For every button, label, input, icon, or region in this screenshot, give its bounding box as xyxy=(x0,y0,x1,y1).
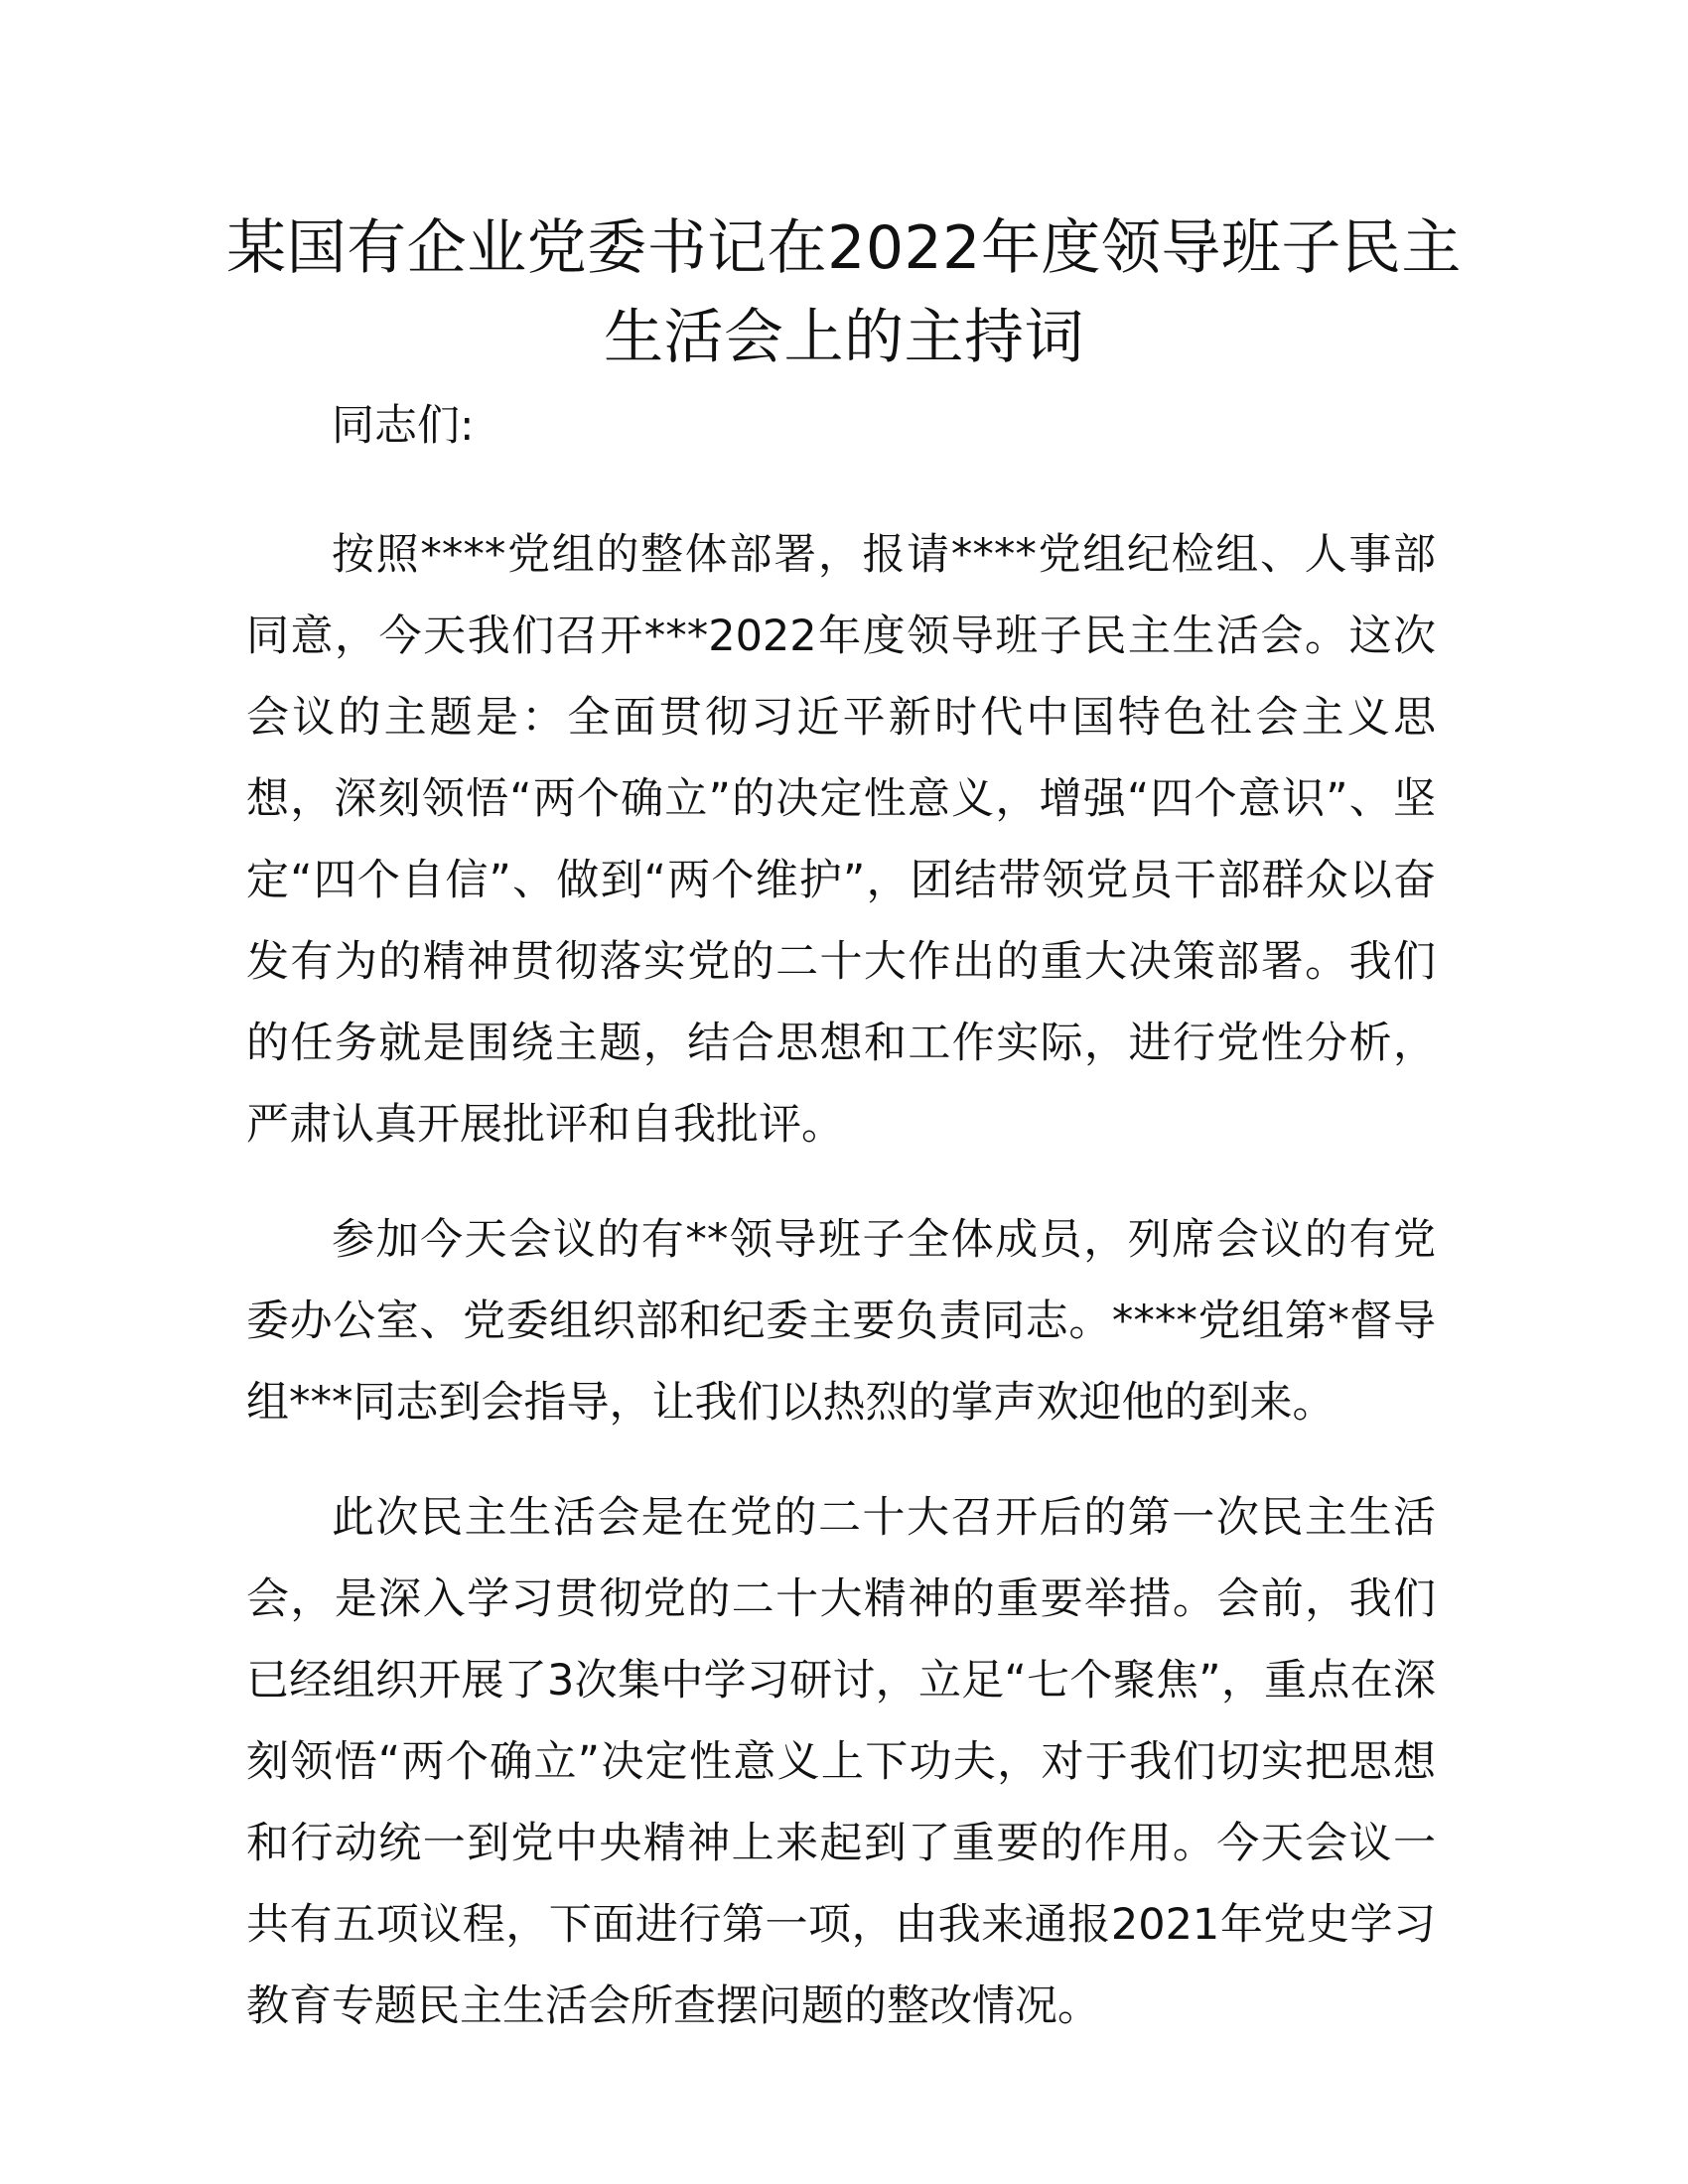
document-title: 某国有企业党委书记在2022年度领导班子民主生活会上的主持词 xyxy=(226,213,1462,372)
document-body xyxy=(246,385,1436,2081)
salutation: 同志们: xyxy=(332,401,475,451)
paragraph-1: 按照****党组的整体部署，报请****党组纪检组、人事部同意，今天我们召开***2022年度领导班子民主生活会。这次会议的主题是：全面贯彻习近平新时代中国特色社会主义思想，深刻领悟“两个确立”的决定性意义，增强“四个意识”、坚定“四个自信”、做到“两个维护”，团结带领党员干部群众以奋发有为的精神贯彻落实党的二十大作出的重大决策部署。我们的任务就是围绕主题，结合思想和工作实际，进行党性分析，严肃认真开展批评和自我批评。 xyxy=(246,530,1436,1150)
paragraph-3: 此次民主生活会是在党的二十大召开后的第一次民主生活会，是深入学习贯彻党的二十大精神的重要举措。会前，我们已经组织开展了3次集中学习研讨，立足“七个聚焦”，重点在深刻领悟“两个确立”决定性意义上下功夫，对于我们切实把思想和行动统一到党中央精神上来起到了重要的作用。今天会议一共有五项议程，下面进行第一项，由我来通报2021年党史学习教育专题民主生活会所查摆问题的整改情况。 xyxy=(246,1493,1436,2031)
paragraph-2: 参加今天会议的有**领导班子全体成员，列席会议的有党委办公室、党委组织部和纪委主要负责同志。****党组第*督导组***同志到会指导，让我们以热烈的掌声欢迎他的到来。 xyxy=(246,1215,1436,1428)
